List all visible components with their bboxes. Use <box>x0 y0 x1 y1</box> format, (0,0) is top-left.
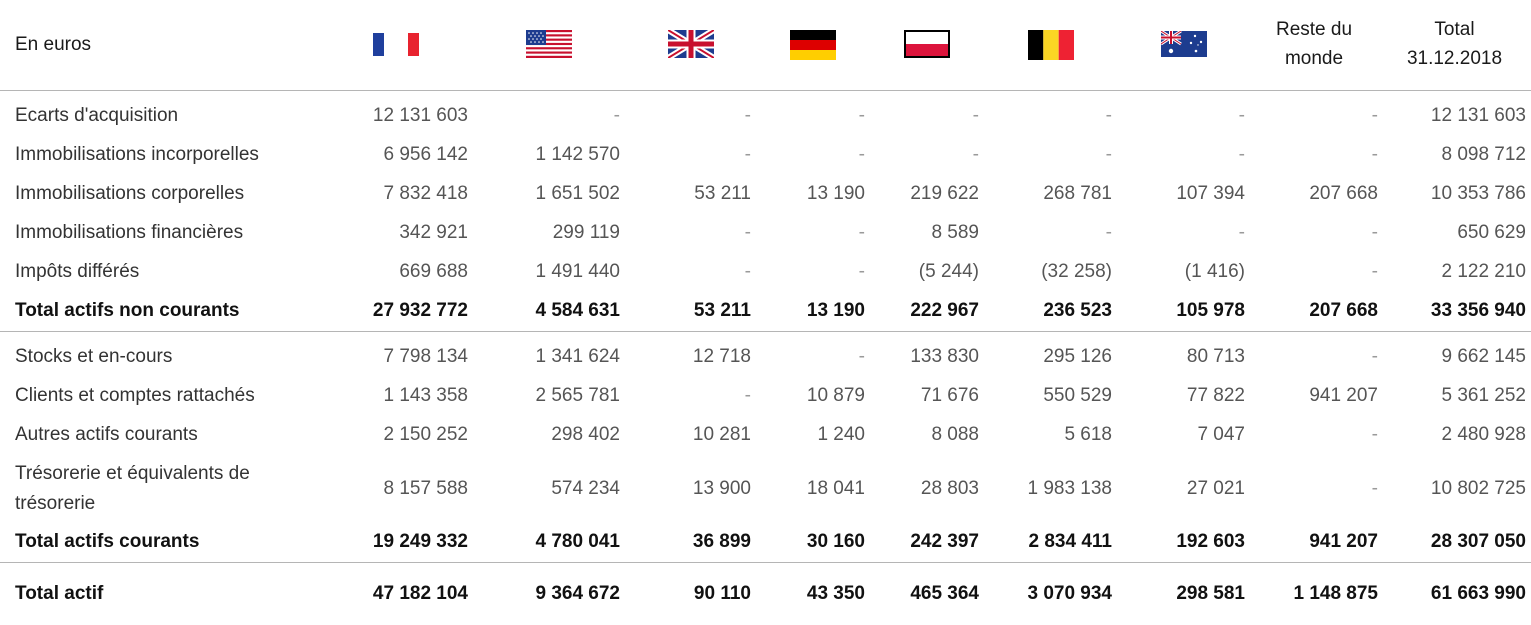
col-header-france <box>318 0 473 90</box>
cell-value: 7 798 134 <box>383 346 468 367</box>
cell-value: 207 668 <box>1309 183 1378 204</box>
cell-value: 47 182 104 <box>372 582 468 604</box>
cell-value: - <box>1371 222 1378 243</box>
cell-value: - <box>744 222 751 243</box>
cell-value: 80 713 <box>1186 346 1245 367</box>
cell-value: 8 157 588 <box>383 477 468 499</box>
cell-value: 10 353 786 <box>1430 183 1526 204</box>
cell-value: 53 211 <box>625 292 756 332</box>
cell-value: - <box>858 261 865 282</box>
cell-value: (1 416) <box>1184 261 1245 282</box>
cell-value: 12 131 603 <box>372 105 468 126</box>
cell-value: 8 098 712 <box>1441 144 1526 165</box>
cell-value: 36 899 <box>625 523 756 563</box>
cell-value: - <box>744 385 751 406</box>
cell-value: - <box>1238 222 1245 243</box>
belgium-flag-icon <box>1028 30 1074 60</box>
table-row <box>0 90 1531 136</box>
col-header-germany <box>756 0 870 90</box>
cell-value: 12 718 <box>692 346 751 367</box>
table-row <box>0 253 1531 292</box>
australia-flag-icon <box>1161 31 1207 57</box>
row-label: Immobilisations financières <box>15 222 244 243</box>
cell-value: 7 047 <box>1197 424 1245 445</box>
cell-value: (5 244) <box>918 261 979 282</box>
cell-value: 13 190 <box>806 183 865 204</box>
cell-value: - <box>1238 105 1245 126</box>
cell-value: 133 830 <box>910 346 979 367</box>
cell-value: 8 088 <box>931 424 979 445</box>
cell-value: 5 618 <box>1064 424 1112 445</box>
cell-value: 1 143 358 <box>383 385 468 406</box>
cell-value: - <box>1371 424 1378 445</box>
total-line2: 31.12.2018 <box>1406 47 1503 69</box>
header-row <box>0 0 1531 90</box>
cell-value: 298 402 <box>551 424 620 445</box>
cell-value: 18 041 <box>806 477 865 499</box>
grand-total-row <box>0 562 1531 625</box>
row-label: Immobilisations corporelles <box>15 183 245 204</box>
col-header-uk <box>625 0 756 90</box>
cell-value: 941 207 <box>1309 385 1378 406</box>
cell-value: 13 190 <box>756 292 870 332</box>
col-header-australia <box>1117 0 1250 90</box>
table-row <box>0 338 1531 377</box>
cell-value: 941 207 <box>1250 523 1383 563</box>
col-header-belgium <box>984 0 1117 90</box>
col-header-usa <box>473 0 625 90</box>
cell-value: 1 142 570 <box>535 144 620 165</box>
rest-line2: monde <box>1284 47 1344 69</box>
usa-flag-icon <box>526 30 572 58</box>
cell-value: 107 394 <box>1176 183 1245 204</box>
cell-value: 61 663 990 <box>1430 582 1526 604</box>
cell-value: 8 589 <box>931 222 979 243</box>
row-label: Total actif <box>15 582 104 604</box>
cell-value: - <box>858 105 865 126</box>
cell-value: 4 584 631 <box>473 292 625 332</box>
row-label: Ecarts d'acquisition <box>15 105 179 126</box>
cell-value: 10 879 <box>806 385 865 406</box>
cell-value: 298 581 <box>1176 582 1245 604</box>
cell-value: 30 160 <box>756 523 870 563</box>
cell-value: - <box>744 261 751 282</box>
cell-value: - <box>1371 477 1378 499</box>
cell-value: - <box>1105 222 1112 243</box>
cell-value: 9 662 145 <box>1441 346 1526 367</box>
cell-value: 10 802 725 <box>1430 477 1526 499</box>
cell-value: 2 150 252 <box>383 424 468 445</box>
cell-value: 207 668 <box>1250 292 1383 332</box>
cell-value: 268 781 <box>1043 183 1112 204</box>
cell-value: 4 780 041 <box>473 523 625 563</box>
cell-value: - <box>1105 144 1112 165</box>
france-flag-icon <box>373 32 419 57</box>
cell-value: 27 932 772 <box>318 292 473 332</box>
cell-value: 3 070 934 <box>1027 582 1112 604</box>
cell-value: 2 480 928 <box>1441 424 1526 445</box>
cell-value: 5 361 252 <box>1441 385 1526 406</box>
col-header-poland <box>870 0 984 90</box>
uk-flag-icon <box>668 30 714 58</box>
cell-value: 105 978 <box>1117 292 1250 332</box>
currency-header: En euros <box>0 0 318 90</box>
total-line1: Total <box>1434 19 1475 41</box>
row-label-line1: Trésorerie et équivalents de <box>15 463 250 485</box>
cell-value: 1 983 138 <box>1027 477 1112 499</box>
table-row <box>0 455 1531 523</box>
cell-value: 1 148 875 <box>1293 582 1378 604</box>
col-header-total <box>1383 0 1531 90</box>
col-header-rest-of-world <box>1250 0 1383 90</box>
table-row <box>0 214 1531 253</box>
row-label: Impôts différés <box>15 261 140 282</box>
cell-value: - <box>972 105 979 126</box>
cell-value: 650 629 <box>1457 222 1526 243</box>
cell-value: 1 491 440 <box>535 261 620 282</box>
table-row <box>0 175 1531 214</box>
cell-value: - <box>858 222 865 243</box>
cell-value: 33 356 940 <box>1383 292 1531 332</box>
cell-value: 6 956 142 <box>383 144 468 165</box>
row-label: Clients et comptes rattachés <box>15 385 255 406</box>
cell-value: 27 021 <box>1186 477 1245 499</box>
row-label-line2: trésorerie <box>15 492 96 514</box>
cell-value: 192 603 <box>1117 523 1250 563</box>
cell-value: (32 258) <box>1041 261 1112 282</box>
cell-value: 2 565 781 <box>535 385 620 406</box>
cell-value: 299 119 <box>552 222 620 243</box>
cell-value: 10 281 <box>692 424 751 445</box>
cell-value: 550 529 <box>1043 385 1112 406</box>
cell-value: - <box>1371 346 1378 367</box>
row-label: Autres actifs courants <box>15 424 198 445</box>
cell-value: 574 234 <box>551 477 620 499</box>
subtotal-row <box>0 523 1531 563</box>
cell-value: 13 900 <box>692 477 751 499</box>
cell-value: 669 688 <box>399 261 468 282</box>
cell-value: - <box>744 144 751 165</box>
poland-flag-icon <box>904 30 950 58</box>
cell-value: 342 921 <box>399 222 468 243</box>
cell-value: 7 832 418 <box>383 183 468 204</box>
cell-value: - <box>1371 105 1378 126</box>
cell-value: - <box>858 144 865 165</box>
cell-value: 1 341 624 <box>535 346 620 367</box>
cell-value: - <box>1371 261 1378 282</box>
cell-value: - <box>744 105 751 126</box>
table-row <box>0 416 1531 455</box>
cell-value: 236 523 <box>984 292 1117 332</box>
cell-value: 2 122 210 <box>1441 261 1526 282</box>
table-row <box>0 136 1531 175</box>
table-row <box>0 377 1531 416</box>
cell-value: 295 126 <box>1043 346 1112 367</box>
cell-value: 90 110 <box>693 582 751 604</box>
cell-value: 12 131 603 <box>1430 105 1526 126</box>
cell-value: 242 397 <box>870 523 984 563</box>
cell-value: 219 622 <box>910 183 979 204</box>
cell-value: - <box>1238 144 1245 165</box>
cell-value: 43 350 <box>806 582 865 604</box>
cell-value: 77 822 <box>1186 385 1245 406</box>
cell-value: 28 307 050 <box>1383 523 1531 563</box>
cell-value: 1 240 <box>817 424 865 445</box>
cell-value: 53 211 <box>694 183 751 204</box>
cell-value: 71 676 <box>920 385 979 406</box>
row-label: Stocks et en-cours <box>15 346 173 367</box>
row-label: Total actifs non courants <box>0 292 318 332</box>
cell-value: 9 364 672 <box>535 582 620 604</box>
row-label: Immobilisations incorporelles <box>15 144 259 165</box>
row-label: Total actifs courants <box>0 523 318 563</box>
germany-flag-icon <box>790 30 836 60</box>
cell-value: - <box>1105 105 1112 126</box>
subtotal-row <box>0 292 1531 332</box>
cell-value: 2 834 411 <box>984 523 1117 563</box>
cell-value: 1 651 502 <box>535 183 620 204</box>
cell-value: - <box>613 105 620 126</box>
rest-line1: Reste du <box>1275 19 1353 41</box>
cell-value: - <box>1371 144 1378 165</box>
cell-value: - <box>972 144 979 165</box>
cell-value: - <box>858 346 865 367</box>
cell-value: 465 364 <box>910 582 979 604</box>
row-label <box>0 455 318 523</box>
cell-value: 19 249 332 <box>318 523 473 563</box>
cell-value: 28 803 <box>920 477 979 499</box>
cell-value: 222 967 <box>870 292 984 332</box>
